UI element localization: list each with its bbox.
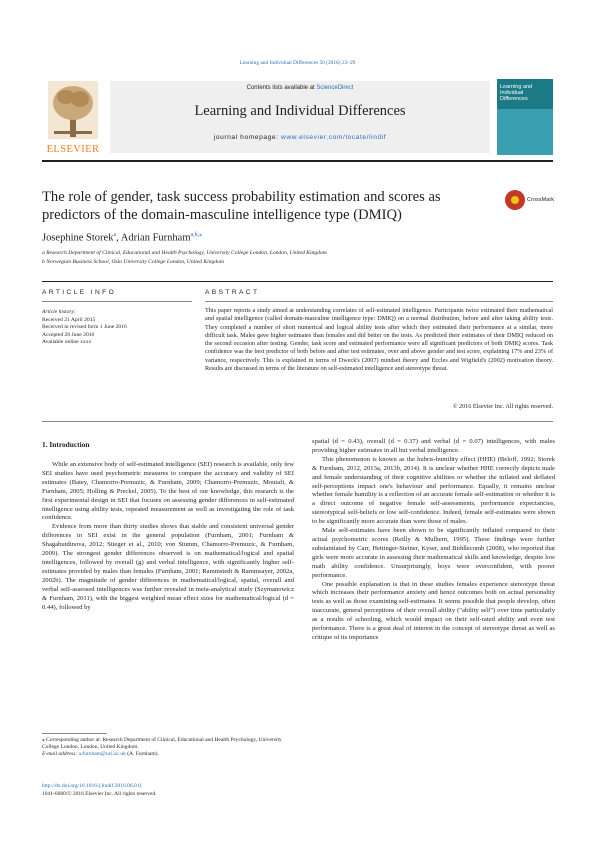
author-storek: Josephine Storek [42, 232, 114, 244]
masthead-rule [42, 160, 553, 162]
homepage-prefix: journal homepage: [213, 134, 282, 141]
article-info-heading: ARTICLE INFO [42, 289, 117, 296]
journal-info-box [110, 81, 490, 153]
cover-band [497, 109, 553, 155]
left-paragraph-2: Evidence from more than thirty studies shows that stable and consistent universal gender differences in SEI exist in the general population (Furnham, 2001; Furnham & Shagabutdinova, 2012; Stieger et al., 2010; von Stumm, Chamorro-Premuzic, & Furnham, 2009). The strongest gender differences observed is on mathematical/logical and spatial intelligences, followed by overall (g) and verbal intelligence, with significantly higher self-estimates provided by males than females (Furnham, 2001; Rammstedt & Rammsayer, 2002a, 2002b). The magnitude of gender differences in mathematical/logical, spatial, overall and verbal self-assessed intelligences was further revealed in meta-analytical study (Szymanowicz & Furnham, 2011), with the biggest weighted mean effect sizes for mathematical/logical (d = 0.44), followed by [42, 523, 294, 611]
journal-masthead [42, 79, 553, 155]
elsevier-tree-icon [48, 81, 98, 139]
email-label: E-mail address: [42, 751, 79, 757]
left-column [42, 461, 294, 612]
article-info-rule [42, 301, 192, 302]
article-title-line1: The role of gender, task success probability estimation and scores as [42, 189, 441, 205]
left-paragraph-1: While an extensive body of self-estimated intelligence (SEI) research is available, only few SEI studies have used psychometric measures to compare the accuracy and validity of SEI estimates (Batey, Chamorro-Premuzic, & Furnham, 2009; Chamorro-Premuzic, Moutafi, & Furnham, 2005; Holling & Preckel, 2005). To the best of our knowledge, this research is the first experimental design in SEI that focuses on assessing gender differences in self-estimated intelligence using ability tests, repeated measurement as well as investigating the role of task confidence. [42, 461, 294, 522]
abstract-copyright: © 2016 Elsevier Inc. All rights reserved. [452, 403, 553, 410]
corresponding-footnote [42, 737, 294, 758]
cover-title: Learning and Individual Differences [500, 84, 533, 102]
issn-line: 1041-6080/© 2016 Elsevier Inc. All rights reserved. [42, 791, 157, 797]
journal-title: Learning and Individual Differences [194, 103, 406, 119]
publisher-name: ELSEVIER [46, 144, 100, 155]
article-title [42, 188, 472, 224]
article-history [42, 309, 192, 347]
journal-cover[interactable] [497, 79, 553, 155]
right-paragraph-3: Male self-estimates have been shown to be significantly inflated compared to their actual psychometric scores (Reilly & Mulhern, 1995). These findings were further substantiated by Carr, Hettinger-Steiner, Kyser, and Biddlecomb (2008), who reported that girls were more accurate in assessing their mathematical skills and knowledge, despite low math ability confidence. Unsurprisingly, boys were overconfident, with poorer performance. [312, 527, 555, 579]
date-received: Received 21 April 2015 [42, 316, 96, 323]
author1-affil-mark[interactable]: a [113, 232, 117, 238]
homepage-link[interactable]: www.elsevier.com/locate/lindif [281, 134, 387, 141]
right-paragraph-2: This phenomenon is known as the hubris-humility effect (HHE) (Beloff, 1992; Storek & Furnham, 2012, 2013a, 2013b, 2014). It is unclear whether HHE correctly depicts male and female understanding of their cognitive abilities or whether the inflated and deflated self-perceptions impact one's behaviour and performance. Equally, it remains unclear whether female humility is a reflection of an accurate female self-estimation or whether it is a direct outcome of negative female self-assessments, performance expectancies, stereotypical self-beliefs or low self-confidence. Indeed, female self-estimates were shown to be significantly more accurate than were those of males. [312, 455, 555, 526]
abstract-heading: ABSTRACT [205, 289, 260, 296]
elsevier-logo [42, 79, 104, 155]
journal-homepage [110, 134, 490, 141]
crossmark-badge[interactable] [505, 190, 555, 210]
right-paragraph-1: spatial (d = 0.43), overall (d = 0.37) and verbal (d = 0.07) intelligences, with males providing higher estimates in all but verbal intelligence. [312, 438, 555, 454]
date-online: Available online xxxx [42, 339, 92, 346]
history-label: Article history: [42, 309, 77, 315]
corresponding-mark[interactable]: ⁎ [199, 232, 203, 238]
doi-link[interactable]: http://dx.doi.org/10.1016/j.lindif.2016.06.011 [42, 783, 143, 789]
authors [42, 231, 202, 244]
footnote-rule [42, 733, 107, 734]
date-accepted: Accepted 20 June 2016 [42, 331, 95, 338]
footnote-text: ⁎ Corresponding author at: Research Department of Clinical, Educational and Health Psychology, University College London, London, United Kingdom. [42, 737, 282, 750]
affiliation-b: b Norwegian Business School, Oslo University College London, United Kingdom [42, 259, 224, 265]
abstract-bottom-rule [42, 421, 553, 422]
abstract-text: This paper reports a study aimed at understanding correlates of self-estimated intelligence. Participants twice estimated their mathematical and spatial intelligence (called domain-masculine intelligence type: DMIQ) on a normal distribution, before and after taking ability tests. They completed a number of short numerical and logical ability tests after which they estimated their performance at a similar, more difficult task. Males gave higher estimates than females and did better on the tests. As predicted their estimates of their DMIQ reduced on the second occasion after testing. Gender, task score and estimated performance were all significant predictors of both DMIQ scores. Task confidence was the best predictor of both before and after test estimates, over and above gender and test score, explaining 17% and 23% of variance, respectively. This is explained in terms of Dweck's (2007) mindset theory and Eccles and Wigfield's (2002) motivation theory. Results are discussed in terms of the literature on self-estimated intelligence and stereotype threat. [205, 307, 553, 373]
email-suffix: (A. Furnham). [125, 751, 159, 757]
author-furnham: , Adrian Furnham [116, 232, 191, 244]
email-link[interactable]: a.furnham@ucl.ac.uk [78, 751, 126, 757]
crossmark-icon [505, 190, 525, 210]
sciencedirect-link[interactable]: ScienceDirect [316, 85, 354, 91]
contents-line [110, 85, 490, 91]
right-paragraph-4: One possible explanation is that in these studies females experience stereotype threat which increases their performance anxiety and hence outcomes both on actual personality tests as well as those examining self-estimates. It seems possible that people develop, often inaccurate, general perceptions of their overall ability ("ability self") over time particularly as a results of schooling, which would impact on their self-rated ability and even test performance. There is a great deal of interest in the concept of stereotype threat as well as critique of its importance [312, 580, 555, 641]
date-revised: Received in revised form 1 June 2016 [42, 324, 127, 331]
right-column [312, 438, 555, 643]
header-rule [42, 281, 553, 282]
article-title-line2: predictors of the domain-masculine intelligence type (DMIQ) [42, 207, 402, 223]
abstract-rule [205, 301, 553, 302]
author2-affil-mark[interactable]: a,b, [190, 232, 200, 238]
running-head[interactable]: Learning and Individual Differences 50 (2016) 23–29 [239, 60, 356, 66]
email-line [42, 751, 294, 758]
contents-prefix: Contents lists available at [246, 85, 317, 91]
crossmark-label: CrossMark [527, 197, 555, 203]
affiliation-a: a Research Department of Clinical, Educational and Health Psychology, University College London, London, United Kingdom [42, 250, 327, 256]
section-heading-introduction: 1. Introduction [42, 440, 90, 449]
